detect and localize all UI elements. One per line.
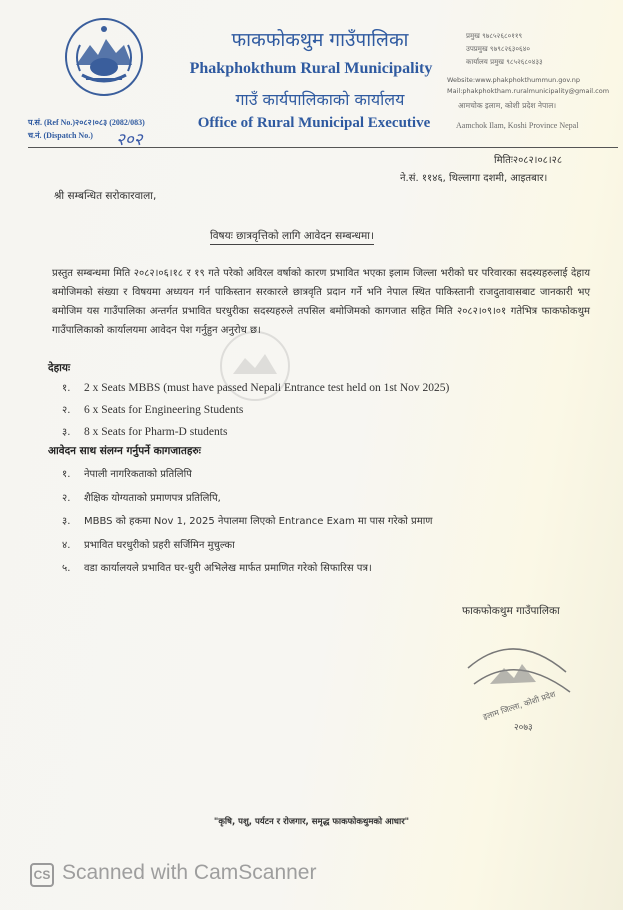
dispatch-label: च.नं. (Dispatch No.): [28, 131, 93, 140]
camscanner-watermark: Scanned with CamScanner: [62, 861, 317, 884]
list-item: २. 6 x Seats for Engineering Students: [62, 404, 244, 416]
subject-line: विषयः छात्रवृत्तिको लागि आवेदन सम्बन्धमा।: [210, 229, 374, 245]
list-item: ५. वडा कार्यालयले प्रभावित घर-धुरी अभिलेख मार्फत प्रमाणित गरेको सिफारिस पत्र।: [62, 563, 372, 574]
contact-chief: प्रमुख ९७८५२६८०११९: [466, 32, 523, 40]
web-contact: [447, 75, 623, 97]
letter-body: प्रस्तुत सम्बन्धमा मिति २०८२।०६।१८ र १९ गते परेको अविरल वर्षाको कारण प्रभावित भएका इलाम जिल्ला भरीको घर परिवारका सदस्यहरुलाई देहाय बमोजिमको संख्या र विषयमा अध्ययन गर्न पाकिस्तान सरकारले छात्रवृति प्रदान गर्ने भनि नेपाल स्थित पाकिस्तानी राजदुतावासबाट जानकारी भए बमोजिम यस गाउँपालिका अन्तर्गत प्रभावित घरधुरीका सदस्यहरुले तपसिल बमोजिमको कागजात सहित मिति २०८२।०९।०१ गतेभित्र फाकफोकथुम गाउँपालिकाको कार्यालयमा आवेदन पेश गर्नुहुन अनुरोध छ।: [52, 268, 590, 336]
contact-deputy: उपप्रमुख ९७९८२६३०६४०: [466, 45, 530, 53]
documents-list: [62, 466, 433, 584]
reference-number: प.सं. (Ref No.)२०८२।०८३ (2082/083): [28, 118, 145, 127]
list-item: १. 2 x Seats MBBS (must have passed Nepali Entrance test held on 1st Nov 2025): [62, 382, 450, 394]
svg-text:इलाम जिल्ला, कोशी प्रदेश: इलाम जिल्ला, कोशी प्रदेश: [481, 689, 557, 722]
stamp-year: २०७३: [514, 723, 533, 733]
seats-heading: देहायः: [48, 362, 71, 374]
dispatch-number-handwritten: २०२: [116, 130, 143, 150]
email-link[interactable]: Mail:phakphoktham.ruralmunicipality@gmail.com: [447, 87, 610, 95]
list-item: ३. MBBS को हकमा Nov 1, 2025 नेपालमा लिएको Entrance Exam मा पास गरेको प्रमाण: [62, 516, 433, 527]
nepal-emblem-logo: [62, 15, 146, 99]
date-bs: मितिः२०८२।०८।२८: [494, 155, 563, 166]
camscanner-logo-icon: CS: [30, 863, 54, 887]
contact-office: कार्यालय प्रमुख ९८५२६८०४३३: [466, 58, 543, 66]
municipality-name-nepali: फाकफोकथुम गाउँपालिका: [231, 29, 409, 51]
addressee: श्री सम्बन्धित सरोकारवाला,: [54, 190, 157, 202]
municipality-name-english: Phakphokthum Rural Municipality: [189, 60, 433, 77]
documents-heading: आवेदन साथ संलग्न गर्नुपर्ने कागजातहरुः: [48, 445, 201, 457]
header-divider: [28, 147, 618, 148]
website-link[interactable]: Website:www.phakphokthummun.gov.np: [447, 76, 581, 84]
footer-slogan: "कृषि, पशु, पर्यटन र रोजगार, समृद्ध फाकफोकथुमको आधार": [213, 817, 410, 827]
contact-numbers: [466, 30, 543, 69]
address-english: Aamchok Ilam, Koshi Province Nepal: [456, 121, 579, 130]
address-nepali: आमचोक इलाम, कोशी प्रदेश नेपाल।: [458, 101, 557, 110]
date-nepal-sambat: ने.सं. ११४६, थिल्लागा दशमी, आइतबार।: [400, 173, 548, 184]
list-item: ३. 8 x Seats for Pharm-D students: [62, 426, 228, 438]
office-name-nepali: गाउँ कार्यपालिकाको कार्यालय: [235, 90, 405, 109]
office-name-english: Office of Rural Municipal Executive: [197, 115, 431, 131]
seats-list: [62, 380, 449, 446]
list-item: ४. प्रभावित घरधुरीको प्रहरी सर्जिमिन मुचुल्का: [62, 539, 235, 551]
list-item: १. नेपाली नागरिकताको प्रतिलिपि: [62, 469, 192, 480]
signatory-name: फाकफोकथुम गाउँपालिका: [462, 605, 560, 617]
list-item: २. शैक्षिक योग्यताको प्रमाणपत्र प्रतिलिपि,: [62, 492, 221, 504]
